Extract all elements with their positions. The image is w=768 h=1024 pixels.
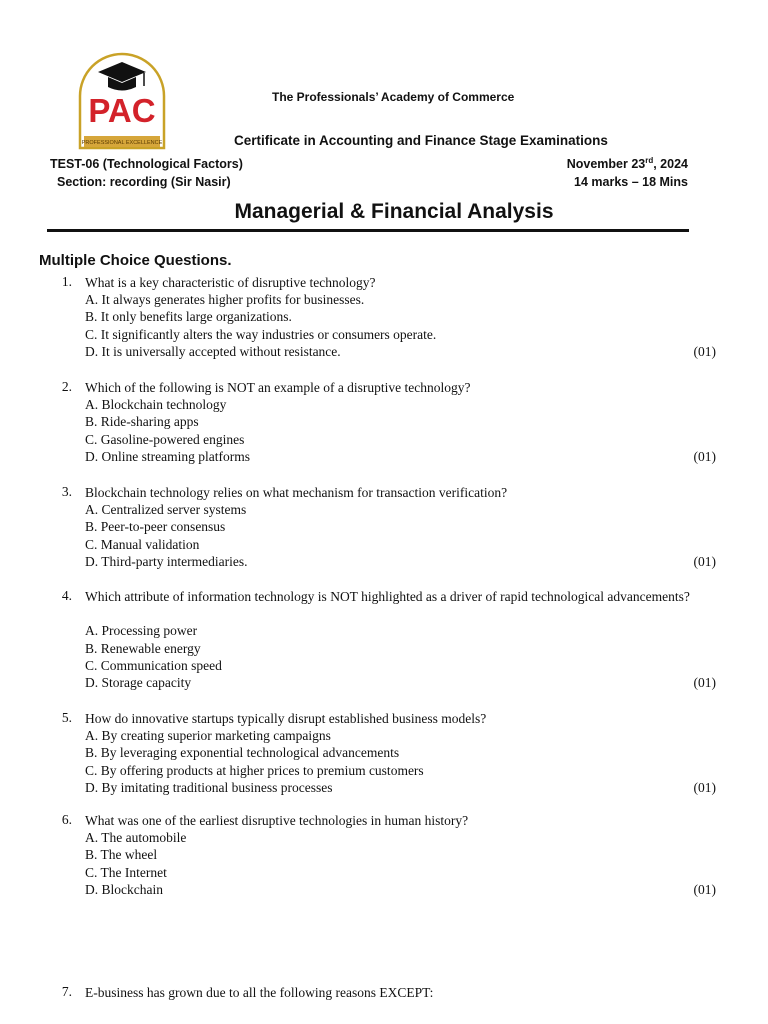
answer-option[interactable]: B. Peer-to-peer consensus bbox=[85, 519, 226, 535]
answer-option[interactable]: B. Ride-sharing apps bbox=[85, 414, 199, 430]
date-prefix: November 23 bbox=[566, 157, 646, 171]
question-marks: (01) bbox=[693, 448, 716, 464]
question-marks: (01) bbox=[693, 553, 716, 569]
paper-title: Managerial & Financial Analysis bbox=[234, 200, 554, 223]
answer-option[interactable]: C. By offering products at higher prices to premium customers bbox=[85, 762, 424, 778]
question-stem: E-business has grown due to all the following reasons EXCEPT: bbox=[85, 985, 434, 1000]
answer-option[interactable]: B. Renewable energy bbox=[85, 640, 201, 656]
answer-option[interactable]: D. Third-party intermediaries. bbox=[85, 553, 248, 569]
pac-logo bbox=[76, 52, 168, 152]
section-heading: Multiple Choice Questions. bbox=[39, 252, 232, 269]
certificate-title: Certificate in Accounting and Finance Stage Examinations bbox=[234, 133, 608, 148]
marks-and-time: 14 marks – 18 Mins bbox=[574, 175, 688, 189]
test-name: TEST-06 (Technological Factors) bbox=[50, 157, 243, 171]
question-marks: (01) bbox=[693, 343, 716, 359]
answer-option[interactable]: A. Processing power bbox=[85, 623, 198, 639]
answer-option[interactable]: A. Blockchain technology bbox=[85, 397, 227, 413]
answer-option[interactable]: D. Storage capacity bbox=[85, 675, 192, 690]
question-number: 4. bbox=[61, 588, 72, 603]
question-stem: Which attribute of information technology is NOT highlighted as a driver of rapid technological advancements? bbox=[85, 589, 690, 604]
answer-option[interactable]: C. It significantly alters the way industries or consumers operate. bbox=[85, 326, 437, 342]
question-marks: (01) bbox=[693, 881, 716, 897]
answer-option[interactable]: D. It is universally accepted without resistance. bbox=[85, 343, 341, 359]
section-name: Section: recording (Sir Nasir) bbox=[57, 175, 231, 189]
question-stem: How do innovative startups typically disrupt established business models? bbox=[85, 711, 487, 726]
question-stem: What was one of the earliest disruptive technologies in human history? bbox=[85, 813, 469, 828]
answer-option[interactable]: C. The Internet bbox=[85, 864, 167, 880]
date-suffix: , 2024 bbox=[653, 157, 688, 171]
answer-option[interactable]: B. By leveraging exponential technological advancements bbox=[85, 745, 400, 761]
title-underline bbox=[47, 229, 689, 232]
date-superscript: rd bbox=[645, 155, 654, 165]
question-marks: (01) bbox=[693, 675, 716, 690]
answer-option[interactable]: C. Gasoline-powered engines bbox=[85, 431, 245, 447]
question-stem: Blockchain technology relies on what mechanism for transaction verification? bbox=[85, 485, 508, 500]
answer-option[interactable]: A. By creating superior marketing campaigns bbox=[85, 728, 331, 744]
question-number: 6. bbox=[61, 812, 72, 827]
logo-tagline: PROFESSIONAL EXCELLENCE bbox=[81, 140, 163, 146]
answer-option[interactable]: A. The automobile bbox=[85, 830, 187, 846]
answer-option[interactable]: D. Online streaming platforms bbox=[85, 448, 250, 464]
answer-option[interactable]: B. The wheel bbox=[85, 847, 158, 863]
answer-option[interactable]: A. It always generates higher profits for businesses. bbox=[85, 292, 365, 308]
answer-option[interactable]: A. Centralized server systems bbox=[85, 502, 247, 518]
question-number: 2. bbox=[61, 379, 72, 394]
answer-option[interactable]: C. Communication speed bbox=[85, 657, 222, 673]
exam-date bbox=[567, 157, 688, 171]
question-number: 3. bbox=[61, 484, 72, 499]
question-stem: Which of the following is NOT an example of a disruptive technology? bbox=[85, 380, 471, 395]
logo-text: PAC bbox=[88, 92, 156, 129]
answer-option[interactable]: B. It only benefits large organizations. bbox=[85, 309, 292, 325]
institution-name: The Professionals’ Academy of Commerce bbox=[272, 90, 515, 104]
question-number: 7. bbox=[61, 984, 72, 999]
question-stem: What is a key characteristic of disruptive technology? bbox=[85, 275, 376, 290]
question-marks: (01) bbox=[693, 779, 716, 795]
answer-option[interactable]: C. Manual validation bbox=[85, 536, 200, 552]
answer-option[interactable]: D. Blockchain bbox=[85, 881, 163, 897]
answer-option[interactable]: D. By imitating traditional business processes bbox=[85, 779, 333, 795]
question-number: 5. bbox=[61, 710, 72, 725]
question-number: 1. bbox=[61, 274, 72, 289]
